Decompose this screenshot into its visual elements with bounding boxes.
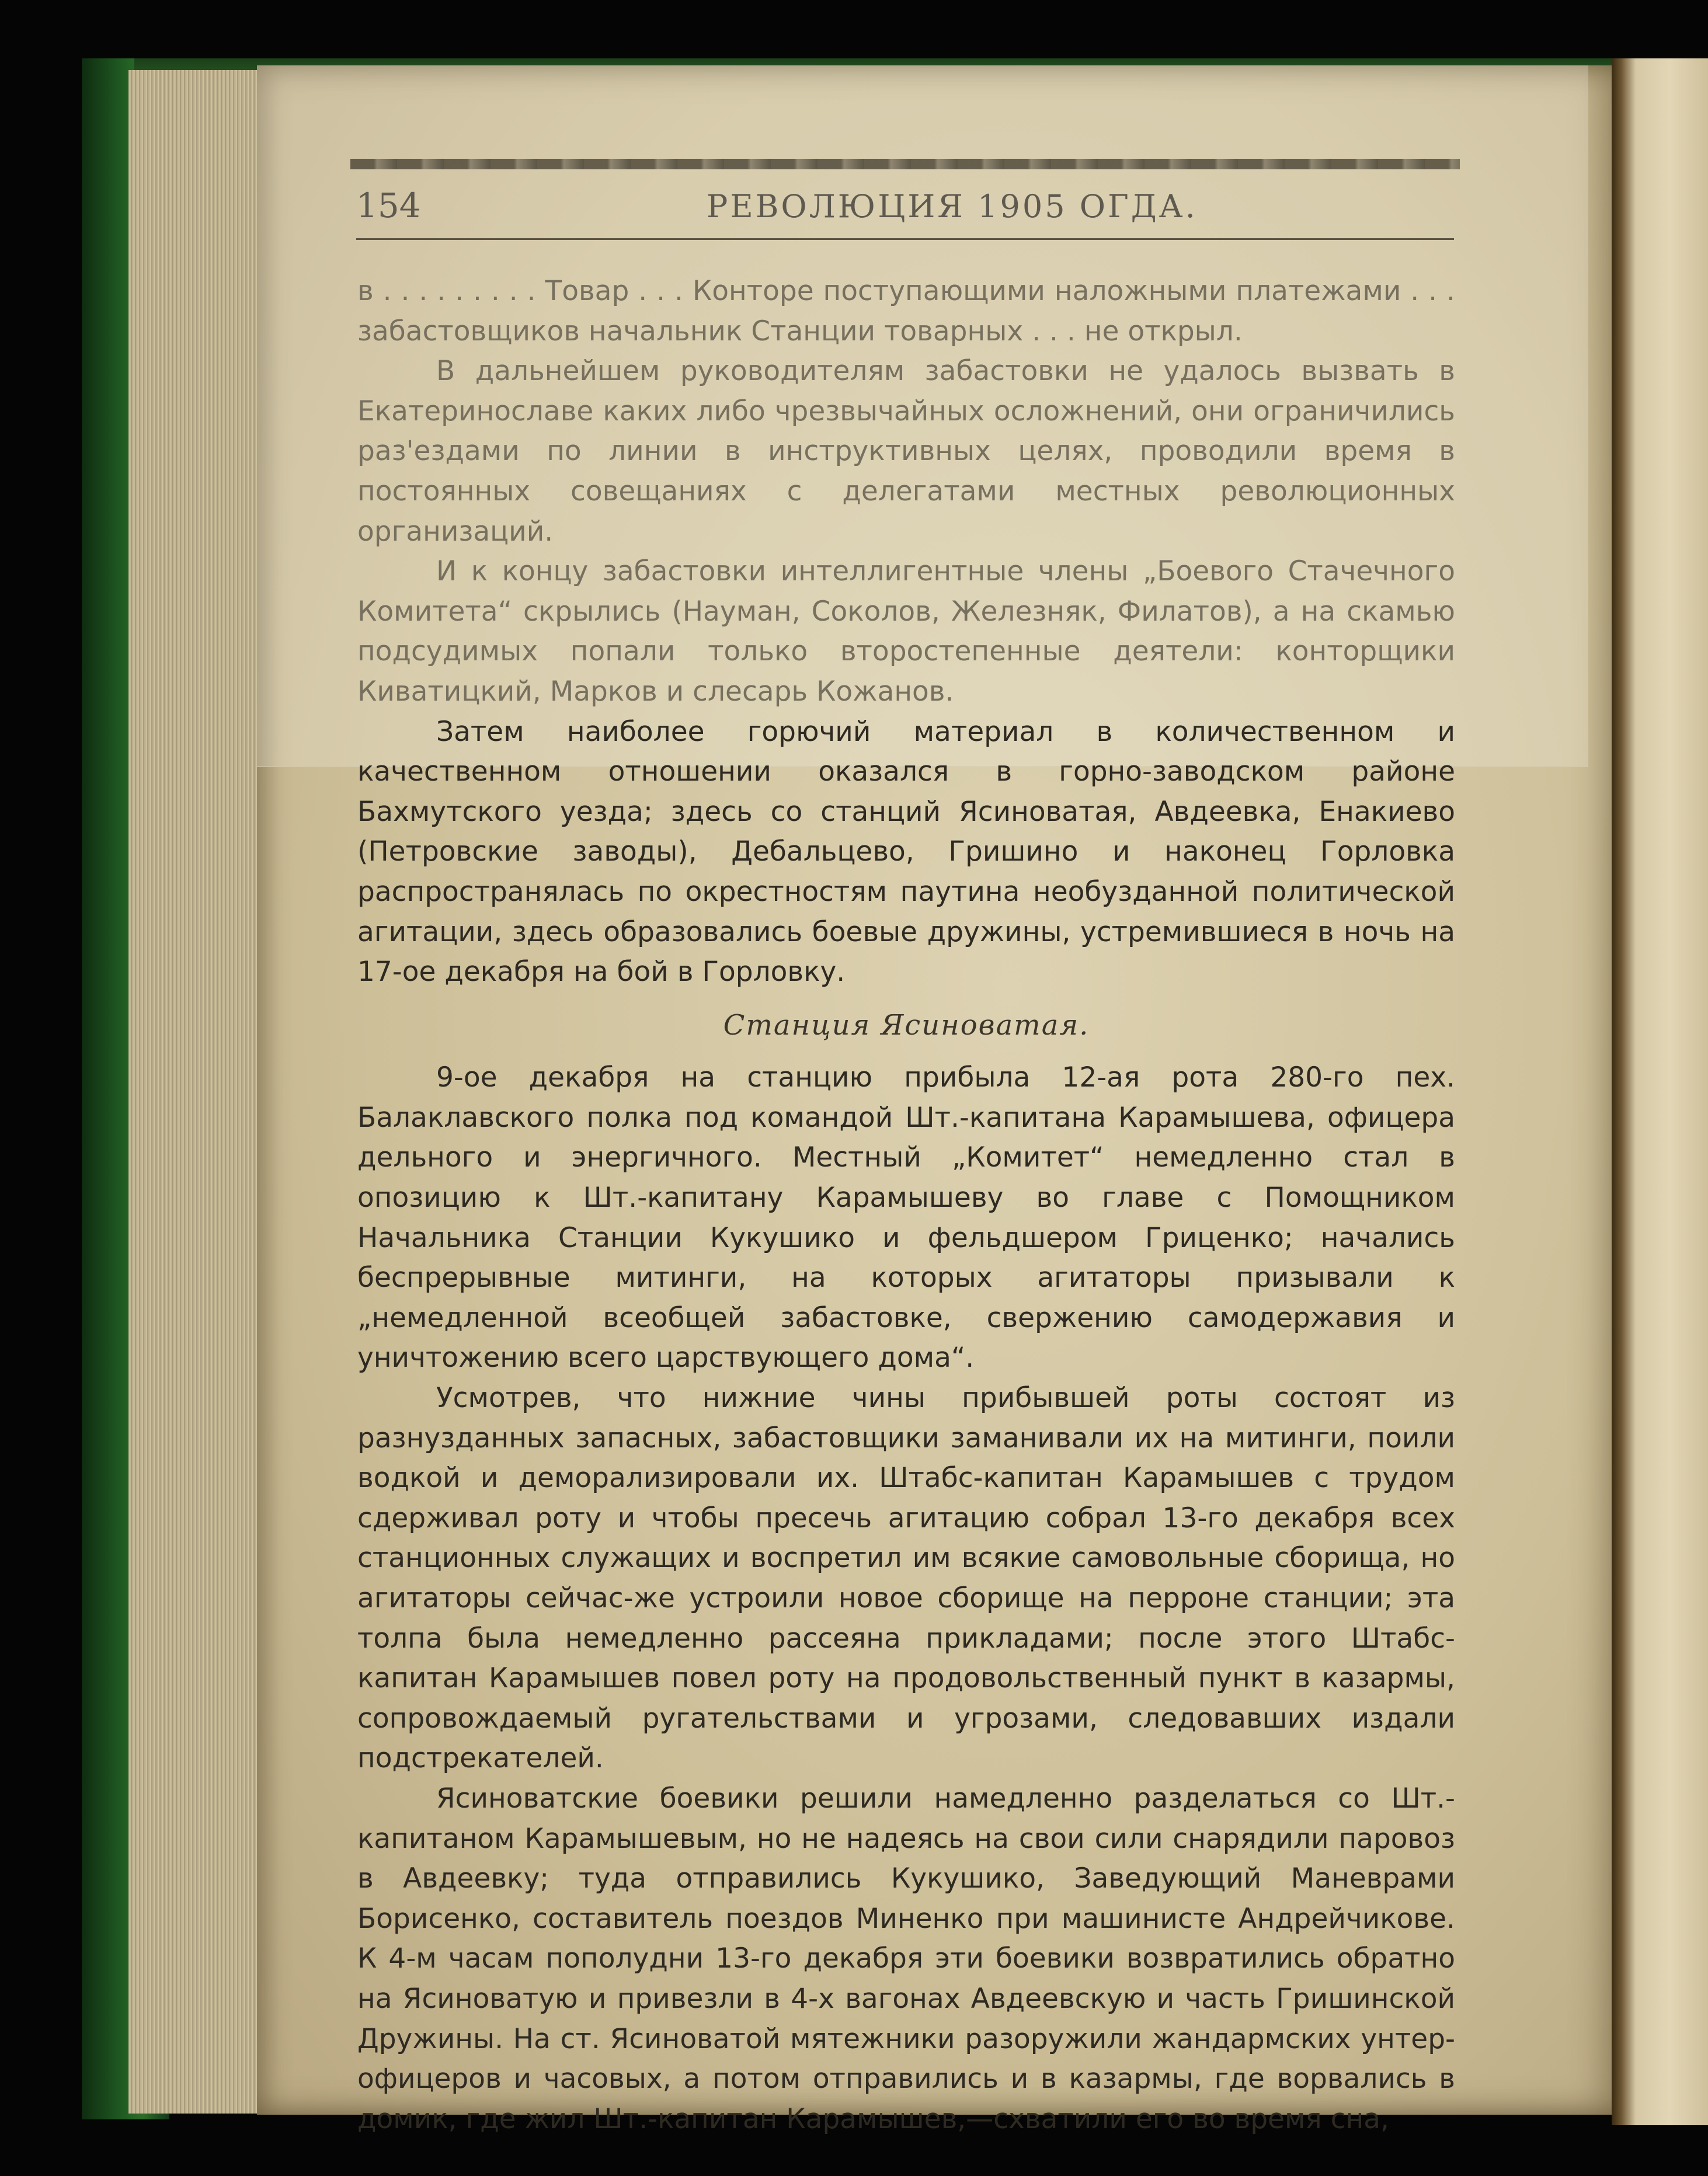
section-title: Станция Ясиноватая. [723,1008,1090,1042]
facing-page-edge [1612,58,1708,2125]
header-ornament-rule [350,159,1460,169]
page-body [357,271,1455,2139]
paragraph-7: Ясиноватские боевики решили намедленно разделаться со Шт.-капитаном Карамышевым, но не надеясь на свои сили снарядили паровоз в Авдеевку; туда отправились Кукушико, Заведующий Маневрами Борисенко, составитель поездов Миненко при машинисте Андрейчикове. К 4-м часам пополудни 13-го декабря эти боевики возвратились обратно на Ясиноватую и привезли в 4-х вагонах Авдеевскую и часть Гришинской Дружины. На ст. Ясиноватой мятежники разоружили жандармских унтер-офицеров и часовых, а потом отправились и в казармы, где ворвались в домик, где жил Шт.-капитан Карамышев,—схватили его во время сна, [357,1782,1455,2135]
paragraph-6: Усмотрев, что нижние чины прибывшей роты состоят из разнузданных запасных, забастовщики заманивали их на митинги, поили водкой и деморализировали их. Штабс-капитан Карамышев с трудом сдерживал роту и чтобы пресечь агитацию собрал 13-го декабря всех станционных служащих и воспретил им всякие самовольные сборища, но агитаторы сейчас-же устроили новое сборище на перроне станции; эта толпа была немедленно рассеяна прикладами; после этого Штабс-капитан Карамышев повел роту на продовольственный пункт в казармы, сопровождаемый ругательствами и угрозами, следовавших издали подстрекателей. [357,1382,1455,1775]
paragraph-1: в . . . . . . . . . Товар . . . Конторе поступающими наложными платежами . . . забастовщиков начальник Станции товарных . . . не открыл. [357,275,1455,347]
paragraph-3: И к концу забастовки интеллигентные члены „Боевого Стачечного Комитета“ скрылись (Науман, Соколов, Железняк, Филатов), а на скамью подсудимых попали только второстепенные деятели: конторщики Киватицкий, Марков и слесарь Кожанов. [357,555,1455,708]
paragraph-2: В дальнейшем руководителям забастовки не удалось вызвать в Екатеринославе каких либо чрезвычайных осложнений, они ограничились раз'ездами по линии в инструктивных целях, проводили время в постоянных совещаниях с делегатами местных революционных организаций. [357,355,1455,548]
header-rule [356,238,1454,240]
page-number: 154 [356,186,421,225]
paragraph-4: Затем наиболее горючий материал в количественном и качественном отношении оказался в горно-заводском районе Бахмутского уезда; здесь со станций Ясиноватая, Авдеевка, Енакиево (Петровские заводы), Дебальцево, Гришино и наконец Горловка распространялась по окрестностям паутина необузданной политической агитации, здесь образовались боевые дружины, устремившиеся в ночь на 17-ое декабря на бой в Горловку. [357,715,1455,988]
page-header [356,186,1454,232]
running-title: РЕВОЛЮЦИЯ 1905 ОГДА. [707,188,1198,225]
paragraph-5: 9-ое декабря на станцию прибыла 12-ая рота 280-го пех. Балаклавского полка под командой Шт.-капитана Карамышева, офицера дельного и энергичного. Местный „Комитет“ немедленно стал в опозицию к Шт.-капитану Карамышеву во главе с Помощником Начальника Станции Кукушико и фельдшером Гриценко; начались беспрерывные митинги, на которых агитаторы призывали к „немедленной всеобщей забастовке, свержению самодержавия и уничтожению всего царствующего дома“. [357,1061,1455,1374]
